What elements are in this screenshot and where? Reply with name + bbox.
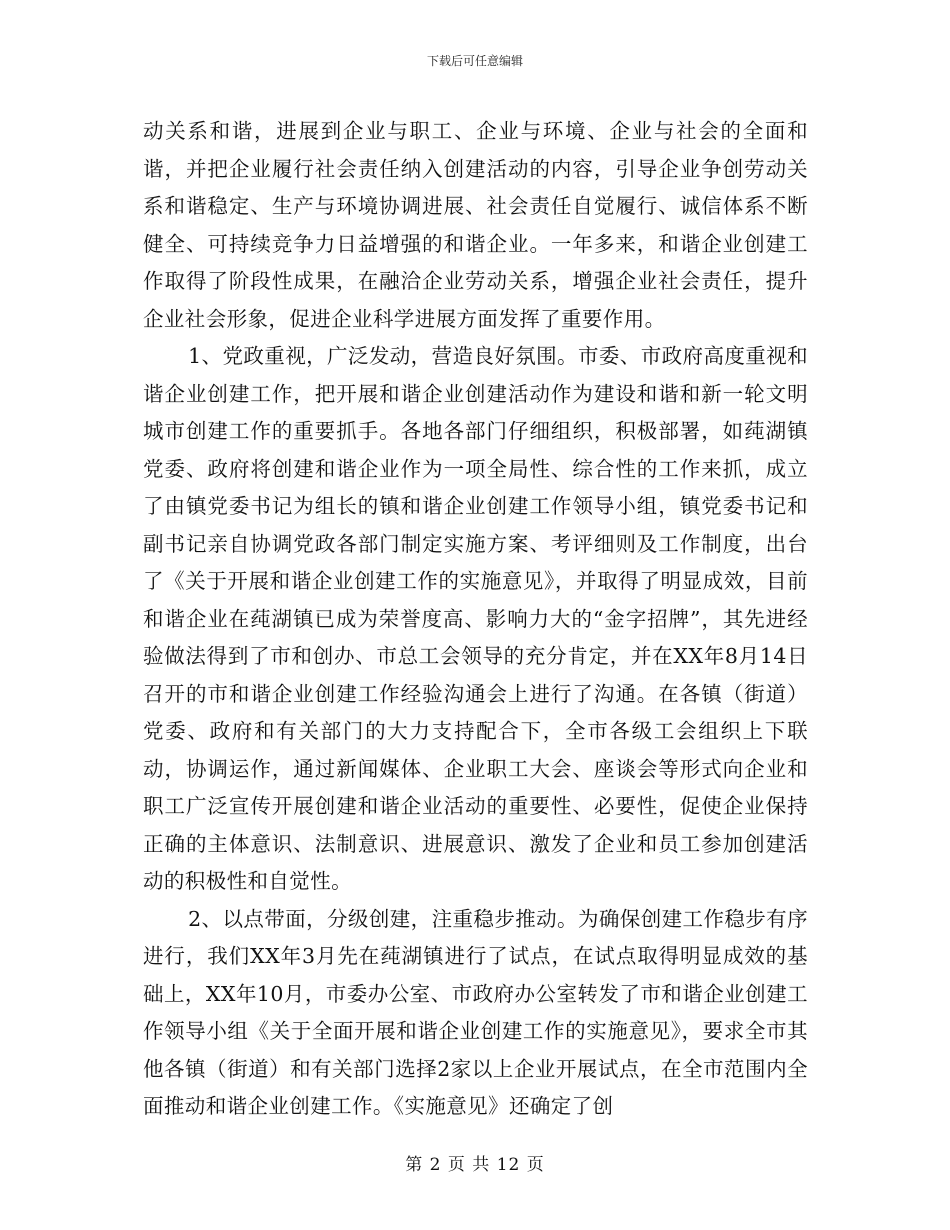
paragraph-section-1: 1、党政重视，广泛发动，营造良好氛围。市委、市政府高度重视和谐企业创建工作，把开展和谐企业创建活动作为建设和谐和新一轮文明城市创建工作的重要抓手。各地各部门仔细组织，积极部署，如莼湖镇党委、政府将创建和谐企业作为一项全局性、综合性的工作来抓，成立了由镇党委书记为组长的镇和谐企业创建工作领导小组，镇党委书记和副书记亲自协调党政各部门制定实施方案、考评细则及工作制度，出台了《关于开展和谐企业创建工作的实施意见》，并取得了明显成效，目前和谐企业在莼湖镇已成为荣誉度高、影响力大的“金字招牌”，其先进经验做法得到了市和创办、市总工会领导的充分肯定，并在XX年8月14日召开的市和谐企业创建工作经验沟通会上进行了沟通。在各镇（街道）党委、政府和有关部门的大力支持配合下，全市各级工会组织上下联动，协调运作，通过新闻媒体、企业职工大会、座谈会等形式向企业和职工广泛宣传开展创建和谐企业活动的重要性、必要性，促使企业保持正确的主体意识、法制意识、进展意识、激发了企业和员工参加创建活动的积极性和自觉性。 bbox=[143, 344, 808, 893]
page-number-footer: 第 2 页 共 12 页 bbox=[405, 1155, 545, 1175]
paragraph-section-2: 2、以点带面，分级创建，注重稳步推动。为确保创建工作稳步有序进行，我们XX年3月先在莼湖镇进行了试点，在试点取得明显成效的基础上，XX年10月，市委办公室、市政府办公室转发了市和谐企业创建工作领导小组《关于全面开展和谐企业创建工作的实施意见》，要求全市其他各镇（街道）和有关部门选择2家以上企业开展试点，在全市范围内全面推动和谐企业创建工作。《实施意见》还确定了创 bbox=[143, 906, 808, 1118]
paragraph-continuation: 动关系和谐，进展到企业与职工、企业与环境、企业与社会的全面和谐，并把企业履行社会责任纳入创建活动的内容，引导企业争创劳动关系和谐稳定、生产与环境协调进展、社会责任自觉履行、诚信体系不断健全、可持续竞争力日益增强的和谐企业。一年多来，和谐企业创建工作取得了阶段性成果，在融洽企业劳动关系，增强企业社会责任，提升企业社会形象，促进企业科学进展方面发挥了重要作用。 bbox=[143, 119, 808, 331]
document-body bbox=[143, 113, 808, 1126]
page-header: 下载后可任意编辑 bbox=[426, 54, 523, 68]
